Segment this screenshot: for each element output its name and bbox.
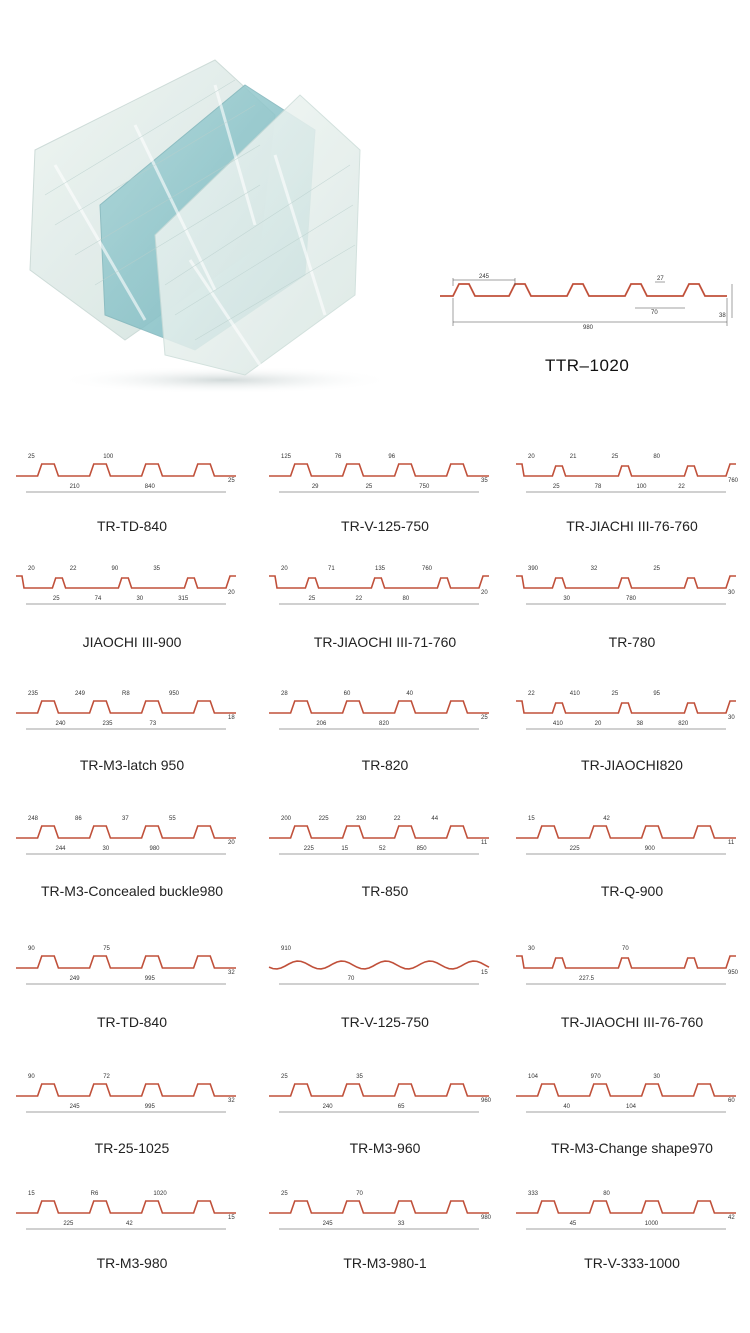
profile-outline [516,1084,736,1096]
dimension-label: 15 [528,816,535,822]
dimension-label: 245 [69,1104,80,1110]
dimension-label: 80 [402,596,410,602]
profile-cell [512,1068,750,1168]
dimension-label: 20 [228,840,235,846]
dimension-label: 125 [281,454,292,460]
dimension-label: 20 [481,590,488,596]
dim-pitch: 245 [479,274,490,280]
profile-diagram [265,810,493,870]
profile-diagram [512,1068,740,1128]
profile-cell [512,560,750,660]
dimension-label: 28 [281,691,288,697]
profile-diagram [265,685,493,745]
dimension-label: 90 [28,946,35,952]
profile-cell [512,1185,750,1285]
profile-outline [516,464,736,476]
dimension-label: 410 [569,691,580,697]
dimension-label: 21 [569,454,577,460]
dimension-label: 900 [644,846,655,852]
dimension-label: 230 [356,816,367,822]
dimension-label: 960 [481,1098,492,1104]
dimension-label: 249 [69,976,80,982]
profile-cell [12,1185,262,1285]
dimension-label: 74 [94,596,102,602]
dimension-label: 249 [75,691,86,697]
profile-outline [269,1084,489,1096]
dimension-label: 850 [416,846,427,852]
profile-cell [12,560,262,660]
profile-label: TR-820 [361,757,409,773]
dimension-label: 65 [397,1104,405,1110]
profile-diagram [265,940,493,1000]
ttr-1020-profile-diagram [435,272,735,332]
dimension-label: 25 [281,1191,288,1197]
dimension-label: 248 [28,816,39,822]
profile-cell [12,448,262,548]
dimension-label: 25 [281,1074,288,1080]
profile-diagram [265,560,493,620]
profile-outline [16,1084,236,1096]
dimension-label: 75 [103,946,110,952]
profile-outline [16,1201,236,1213]
dimension-label: 25 [365,484,373,490]
dimension-label: 25 [481,715,488,721]
profile-label: TR-TD-840 [96,1014,167,1030]
dimension-label: 35 [356,1074,363,1080]
profile-cell [12,940,262,1040]
dimension-label: 100 [103,454,114,460]
profile-outline [269,826,489,838]
dimension-label: 15 [341,846,349,852]
profile-diagram [12,940,240,1000]
dimension-label: 15 [28,1191,35,1197]
dimension-label: 235 [102,721,113,727]
profile-outline [16,464,236,476]
dimension-label: 30 [653,1074,661,1080]
dimension-label: 240 [322,1104,333,1110]
dimension-label: 72 [103,1074,110,1080]
profile-outline [516,1201,736,1213]
profile-diagram [265,1185,493,1245]
profile-cell [512,448,750,548]
dimension-label: 104 [626,1104,637,1110]
profile-cell [265,448,515,548]
dimension-label: 760 [422,566,433,572]
profile-cell [512,810,750,910]
profile-outline [269,576,489,588]
dimension-label: 22 [69,566,77,572]
dimension-label: 20 [228,590,235,596]
profile-label: TR-JIAOCHI III-76-760 [560,1014,704,1030]
profile-cell [265,1068,515,1168]
dimension-label: 95 [653,691,661,697]
dimension-label: 315 [178,596,189,602]
dimension-label: 30 [728,715,735,721]
profile-diagram [512,810,740,870]
dimension-label: 970 [590,1074,601,1080]
dimension-label: 25 [552,484,560,490]
profile-outline [16,576,236,588]
dimension-label: 78 [594,484,602,490]
dimension-label: 25 [52,596,60,602]
dimension-label: 22 [393,816,401,822]
dim-width: 980 [583,325,594,331]
dimension-label: 90 [111,566,119,572]
profile-label: TR-JIAOCHI III-71-760 [313,634,457,650]
profile-diagram [512,560,740,620]
dimension-label: 29 [311,484,319,490]
profile-cell [265,1185,515,1285]
dimension-label: 25 [228,478,235,484]
dimension-label: 11 [481,840,488,846]
profile-cell [12,810,262,910]
dimension-label: 950 [728,970,739,976]
dimension-label: 206 [316,721,327,727]
dim-bottom: 70 [651,310,658,316]
dimension-label: 820 [379,721,390,727]
profile-label: TR-M3-980-1 [343,1255,427,1271]
dimension-label: 100 [636,484,647,490]
dimension-label: 750 [419,484,430,490]
dimension-label: 25 [611,691,619,697]
dimension-label: 33 [397,1221,405,1227]
profile-cell [512,940,750,1040]
dimension-label: 244 [55,846,66,852]
dimension-label: 38 [636,721,644,727]
profile-cell [12,1068,262,1168]
dimension-label: 55 [169,816,176,822]
dimension-label: 86 [75,816,82,822]
dimension-label: 20 [281,566,288,572]
dimension-label: 11 [728,840,735,846]
profile-label: TR-780 [608,634,656,650]
dimension-label: 225 [63,1221,74,1227]
profile-label: TR-V-333-1000 [584,1255,680,1271]
profile-diagram [265,1068,493,1128]
dimension-label: 18 [228,715,235,721]
dimension-label: 70 [347,976,355,982]
dimension-label: 35 [153,566,161,572]
profile-outline [269,701,489,713]
dimension-label: 995 [144,1104,155,1110]
profile-label: TR-Q-900 [600,883,664,899]
profile-cell [265,685,515,785]
ttr-1020-label: TTR–1020 [545,356,630,375]
dimension-label: 333 [528,1191,539,1197]
profile-cell [265,940,515,1040]
dimension-label: 30 [102,846,110,852]
dimension-label: 840 [144,484,155,490]
dimension-label: 104 [528,1074,539,1080]
dimension-label: 25 [611,454,619,460]
dimension-label: 15 [228,1215,235,1221]
profile-cell [265,560,515,660]
profile-diagram [12,560,240,620]
dimension-label: 42 [728,1215,735,1221]
translucent-panels-image [15,55,415,400]
profile-outline [516,576,736,588]
dimension-label: 410 [552,721,563,727]
dimension-label: 1020 [153,1191,167,1197]
dimension-label: 227.5 [579,976,595,982]
dimension-label: 45 [569,1221,577,1227]
dimension-label: 80 [653,454,661,460]
profile-label: TR-850 [361,883,409,899]
dimension-label: 71 [328,566,335,572]
profile-diagram [265,448,493,508]
dimension-label: 235 [28,691,39,697]
profile-diagram [12,1068,240,1128]
dimension-label: 96 [388,454,396,460]
dimension-label: 240 [55,721,66,727]
dimension-label: 30 [528,946,535,952]
profile-label: TR-V-125-750 [341,1014,429,1030]
dimension-label: 52 [379,846,386,852]
dimension-label: 70 [622,946,629,952]
profile-label: TR-M3-Concealed buckle980 [40,883,224,899]
dim-top: 27 [657,276,664,282]
dimension-label: 780 [626,596,637,602]
dimension-label: 40 [406,691,414,697]
dimension-label: 60 [343,691,351,697]
profile-label: TR-25-1025 [94,1140,170,1156]
dimension-label: 995 [144,976,155,982]
profile-outline [16,826,236,838]
dimension-label: 135 [375,566,386,572]
dimension-label: 32 [228,970,235,976]
dimension-label: 25 [653,566,661,572]
dimension-label: 32 [228,1098,235,1104]
profile-diagram [512,940,740,1000]
dimension-label: 1000 [644,1221,659,1227]
profile-label: TR-V-125-750 [341,518,429,534]
dimension-label: 15 [481,970,488,976]
dimension-label: 30 [728,590,735,596]
profile-outline [16,956,236,968]
profile-diagram [512,685,740,745]
profile-outline [516,701,736,713]
dimension-label: 980 [149,846,160,852]
dimension-label: 40 [563,1104,571,1110]
dimension-label: 950 [169,691,180,697]
profile-diagram [12,1185,240,1245]
profile-label: TR-M3-latch 950 [79,757,185,773]
dimension-label: 225 [318,816,329,822]
dimension-label: 910 [281,946,292,952]
dimension-label: 80 [603,1191,610,1197]
dimension-label: R6 [90,1191,99,1197]
profile-diagram [12,810,240,870]
dimension-label: 760 [728,478,739,484]
profile-diagram [512,448,740,508]
dimension-label: 980 [481,1215,492,1221]
profile-label: TR-M3-980 [96,1255,168,1271]
dimension-label: 90 [28,1074,35,1080]
dim-height: 38 [719,313,726,319]
dimension-label: 25 [308,596,316,602]
profile-outline [269,464,489,476]
dimension-label: 60 [728,1098,735,1104]
dimension-label: 20 [28,566,35,572]
dimension-label: 225 [569,846,580,852]
dimension-label: 22 [528,691,535,697]
profile-label: TR-JIAOCHI820 [581,757,683,773]
dimension-label: 22 [678,484,685,490]
profile-outline [269,961,489,969]
profile-label: TR-M3-960 [349,1140,421,1156]
dimension-label: 35 [481,478,488,484]
dimension-label: 390 [528,566,539,572]
profile-label: TR-JIACHI III-76-760 [566,518,698,534]
dimension-label: 225 [303,846,314,852]
dimension-label: 20 [528,454,535,460]
dimension-label: 42 [126,1221,133,1227]
dimension-label: 37 [122,816,129,822]
dimension-label: 25 [28,454,35,460]
dimension-label: 32 [590,566,598,572]
dimension-label: 30 [136,596,144,602]
profile-cell [512,685,750,785]
dimension-label: 210 [69,484,80,490]
dimension-label: 42 [603,816,610,822]
dimension-label: 22 [355,596,363,602]
profile-outline [516,826,736,838]
dimension-label: 30 [563,596,571,602]
profile-diagram [512,1185,740,1245]
profile-cell [265,810,515,910]
dimension-label: 44 [431,816,439,822]
profile-diagram [12,685,240,745]
profile-cell [12,685,262,785]
dimension-label: 820 [678,721,689,727]
dimension-label: 73 [149,721,157,727]
dimension-label: R8 [122,691,130,697]
profile-label: JIAOCHI III-900 [82,634,182,650]
profile-diagram [12,448,240,508]
dimension-label: 200 [281,816,292,822]
profile-label: TR-M3-Change shape970 [551,1140,713,1156]
profile-label: TR-TD-840 [96,518,167,534]
profile-outline [16,701,236,713]
dimension-label: 70 [356,1191,363,1197]
profile-outline [269,1201,489,1213]
dimension-label: 20 [594,721,602,727]
profile-outline [516,956,736,968]
dimension-label: 245 [322,1221,333,1227]
dimension-label: 76 [334,454,342,460]
